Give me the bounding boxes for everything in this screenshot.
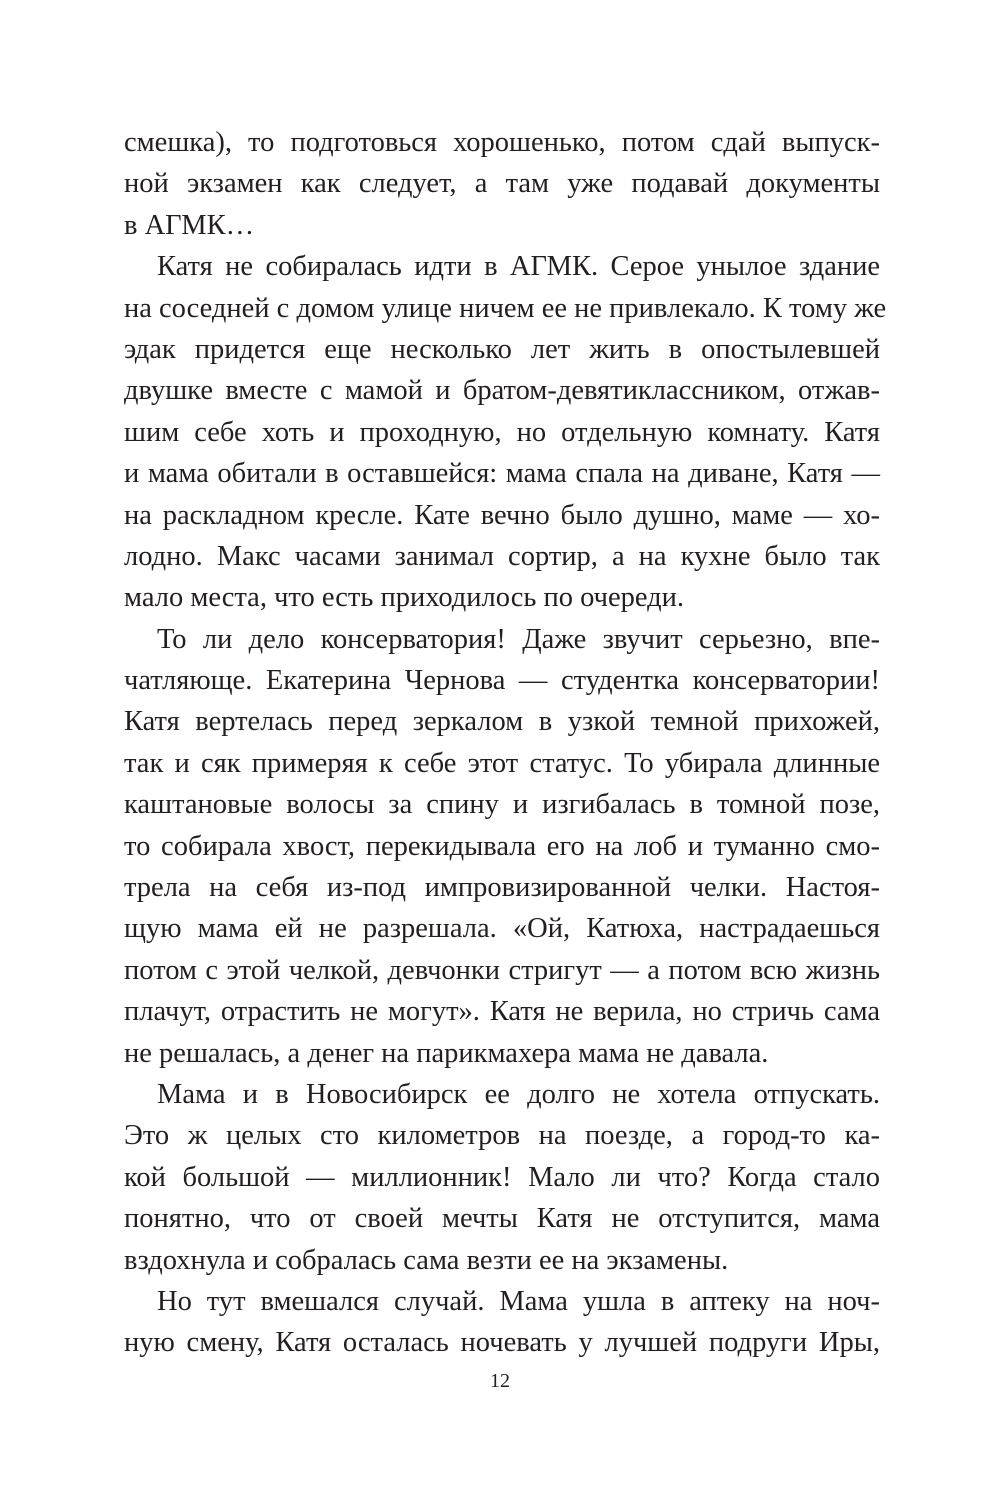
text-line: трела на себя из-под импровизированной челки. Настоя- — [124, 872, 880, 904]
text-line: потом с этой челкой, девчонки стригут — а потом всю жизнь — [124, 954, 880, 986]
text-line: каштановые волосы за спину и изгибалась в томной позе, — [124, 789, 880, 821]
text-line: на соседней с домом улице ничем ее не привлекало. К тому же — [124, 292, 887, 324]
paragraph-4 — [124, 1074, 880, 1281]
text-line: Это ж целых сто километров на поезде, а город-то ка- — [124, 1120, 880, 1152]
text-line: мало места, что есть приходилось по очереди. — [124, 582, 685, 614]
text-line: ную смену, Катя осталась ночевать у лучшей подруги Иры, — [124, 1327, 880, 1359]
text-line: Мама и в Новосибирск ее долго не хотела отпускать. — [157, 1078, 880, 1110]
text-line: и мама обитали в оставшейся: мама спала на диване, Катя — — [124, 458, 880, 490]
text-line: чатляюще. Екатерина Чернова — студентка консерватории! — [124, 665, 880, 697]
text-line: кой большой — миллионник! Мало ли что? Когда стало — [124, 1161, 880, 1193]
paragraph-5 — [124, 1281, 880, 1364]
page-number: 12 — [490, 1370, 510, 1392]
text-line: двушке вместе с мамой и братом-девятиклассником, отжав- — [124, 375, 880, 407]
text-line: понятно, что от своей мечты Катя не отступится, мама — [124, 1203, 880, 1235]
text-line: Катя не собиралась идти в АГМК. Серое унылое здание — [157, 251, 880, 283]
text-line: плачут, отрастить не могут». Катя не верила, но стричь сама — [124, 996, 880, 1028]
text-line: так и сяк примеряя к себе этот статус. То убирала длинные — [124, 747, 880, 779]
text-line: Катя вертелась перед зеркалом в узкой темной прихожей, — [124, 706, 880, 738]
paragraph-3 — [124, 619, 880, 1074]
text-line: на раскладном кресле. Кате вечно было душно, маме — хо- — [124, 499, 880, 531]
text-line: Но тут вмешался случай. Мама ушла в аптеку на ноч- — [157, 1285, 880, 1317]
text-line: не решалась, а денег на парикмахера мама не давала. — [124, 1037, 769, 1069]
text-line: То ли дело консерватория! Даже звучит серьезно, впе- — [157, 623, 880, 655]
text-line: смешка), то подготовься хорошенько, потом сдай выпуск- — [124, 127, 880, 158]
text-line: вздохнула и собралась сама везти ее на экзамены. — [124, 1244, 729, 1276]
book-page-text — [124, 122, 887, 1364]
text-line: лодно. Макс часами занимал сортир, а на кухне было так — [124, 540, 880, 572]
text-line: щую мама ей не разрешала. «Ой, Катюха, настрадаешься — [124, 913, 880, 945]
text-line: в АГМК… — [124, 209, 255, 241]
paragraph-1 — [124, 122, 880, 246]
text-line: шим себе хоть и проходную, но отдельную комнату. Катя — [124, 416, 880, 448]
paragraph-2 — [124, 246, 887, 619]
text-line: эдак придется еще несколько лет жить в опостылевшей — [124, 333, 880, 365]
text-line: то собирала хвост, перекидывала его на лоб и туманно смо- — [124, 830, 880, 862]
text-line: ной экзамен как следует, а там уже подавай документы — [124, 168, 880, 200]
